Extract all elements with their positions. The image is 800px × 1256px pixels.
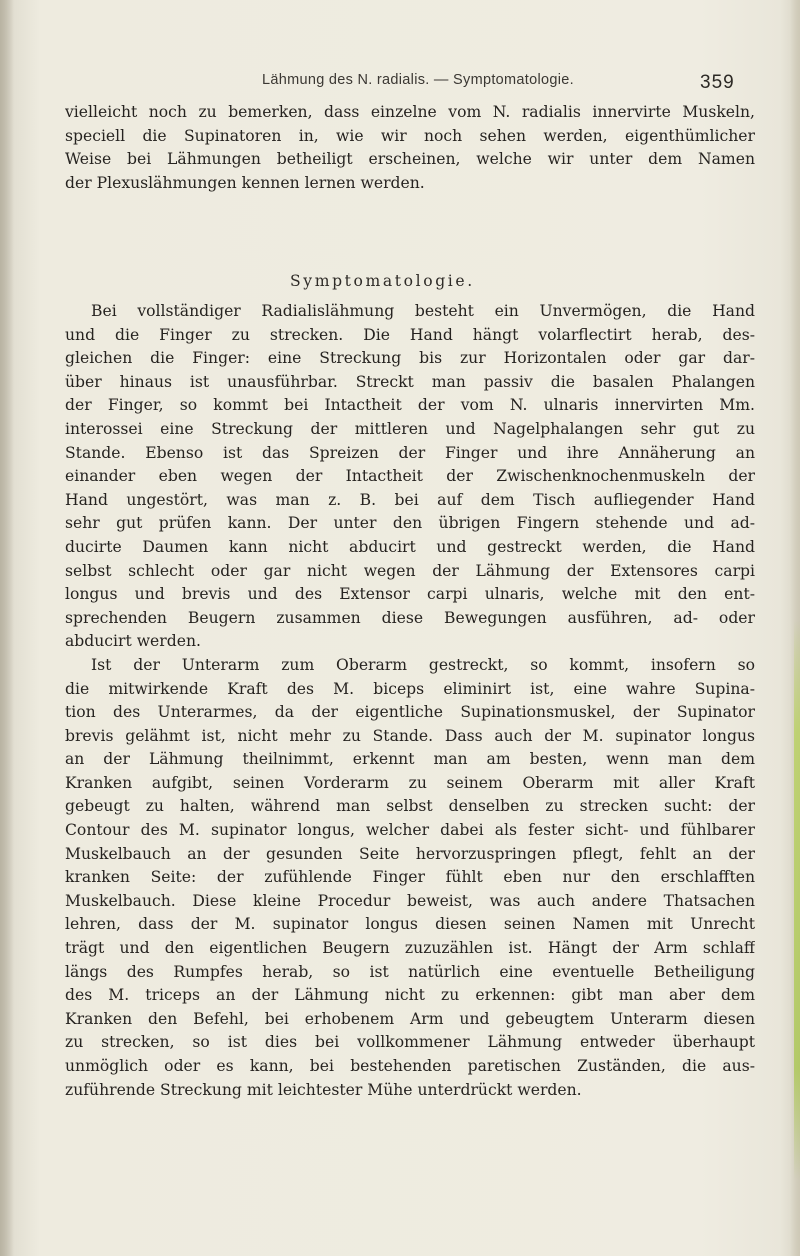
text-line: brevis gelähmt ist, nicht mehr zu Stande. Dass auch der M. supinator longus xyxy=(65,726,755,745)
text-line: trägt und den eigentlichen Beugern zuzuzählen ist. Hängt der Arm schlaff xyxy=(65,939,755,958)
page-number: 359 xyxy=(700,72,735,93)
text-line: die mitwirkende Kraft des M. biceps eliminirt ist, eine wahre Supina- xyxy=(65,679,755,698)
body-text xyxy=(65,300,755,1102)
text-line: unmöglich oder es kann, bei bestehenden paretischen Zuständen, die aus- xyxy=(65,1057,755,1075)
text-line: Ist der Unterarm zum Oberarm gestreckt, so kommt, insofern so xyxy=(91,655,755,674)
text-line: Muskelbauch an der gesunden Seite hervorzuspringen pflegt, fehlt an der xyxy=(65,844,755,863)
text-line: gebeugt zu halten, während man selbst denselben zu strecken sucht: der xyxy=(65,797,755,816)
text-line: gleichen die Finger: eine Streckung bis zur Horizontalen oder gar dar- xyxy=(65,349,755,368)
text-line: abducirt werden. xyxy=(65,632,201,651)
page-edge-stain xyxy=(794,620,800,1180)
binding-gutter-shadow xyxy=(0,0,14,1256)
text-line: lehren, dass der M. supinator longus diesen seinen Namen mit Unrecht xyxy=(65,915,755,934)
text-line: Bei vollständiger Radialislähmung besteht ein Unvermögen, die Hand xyxy=(91,302,755,320)
text-line: speciell die Supinatoren in, wie wir noch sehen werden, eigenthümlicher xyxy=(65,126,755,145)
text-line: zu strecken, so ist dies bei vollkommener Lähmung entweder überhaupt xyxy=(65,1033,755,1052)
intro-paragraph xyxy=(65,101,755,195)
text-line: Kranken den Befehl, bei erhobenem Arm und gebeugtem Unterarm diesen xyxy=(65,1009,755,1028)
text-line: an der Lähmung theilnimmt, erkennt man am besten, wenn man dem xyxy=(65,750,755,769)
text-line: Kranken aufgibt, seinen Vorderarm zu seinem Oberarm mit aller Kraft xyxy=(65,773,755,792)
text-line: longus und brevis und des Extensor carpi ulnaris, welche mit den ent- xyxy=(65,585,755,604)
text-line: selbst schlecht oder gar nicht wegen der Lähmung der Extensores carpi xyxy=(65,561,755,580)
text-line: einander eben wegen der Intactheit der Zwischenknochenmuskeln der xyxy=(65,467,755,486)
text-line: längs des Rumpfes herab, so ist natürlich eine eventuelle Betheiligung xyxy=(65,962,755,981)
text-line: vielleicht noch zu bemerken, dass einzelne vom N. radialis innervirte Muskeln, xyxy=(65,103,755,121)
text-line: des M. triceps an der Lähmung nicht zu erkennen: gibt man aber dem xyxy=(65,986,755,1005)
text-line: der Plexuslähmungen kennen lernen werden. xyxy=(65,173,425,192)
text-line: Weise bei Lähmungen betheiligt erscheinen, welche wir unter dem Namen xyxy=(65,150,755,169)
text-line: Hand ungestört, was man z. B. bei auf dem Tisch aufliegender Hand xyxy=(65,490,755,509)
text-line: kranken Seite: der zufühlende Finger fühlt eben nur den erschlafften xyxy=(65,868,755,887)
text-line: interossei eine Streckung der mittleren und Nagelphalangen sehr gut zu xyxy=(65,419,755,438)
text-line: und die Finger zu strecken. Die Hand hängt volarflectirt herab, des- xyxy=(65,325,755,344)
section-heading: Symptomatologie. xyxy=(290,272,475,290)
text-line: ducirte Daumen kann nicht abducirt und gestreckt werden, die Hand xyxy=(65,537,755,556)
text-line: Contour des M. supinator longus, welcher dabei als fester sicht- und fühlbarer xyxy=(65,821,755,840)
running-header: Lähmung des N. radialis. — Symptomatologie. xyxy=(262,72,574,88)
text-line: Muskelbauch. Diese kleine Procedur beweist, was auch andere Thatsachen xyxy=(65,891,755,910)
text-line: sehr gut prüfen kann. Der unter den übrigen Fingern stehende und ad- xyxy=(65,514,755,533)
text-line: sprechenden Beugern zusammen diese Bewegungen ausführen, ad- oder xyxy=(65,608,755,627)
text-line: tion des Unterarmes, da der eigentliche Supinationsmuskel, der Supinator xyxy=(65,703,755,722)
text-line: der Finger, so kommt bei Intactheit der vom N. ulnaris innervirten Mm. xyxy=(65,396,755,415)
text-line: zuführende Streckung mit leichtester Mühe unterdrückt werden. xyxy=(65,1080,582,1099)
text-line: Stande. Ebenso ist das Spreizen der Finger und ihre Annäherung an xyxy=(65,443,755,462)
text-line: über hinaus ist unausführbar. Streckt man passiv die basalen Phalangen xyxy=(65,372,755,391)
